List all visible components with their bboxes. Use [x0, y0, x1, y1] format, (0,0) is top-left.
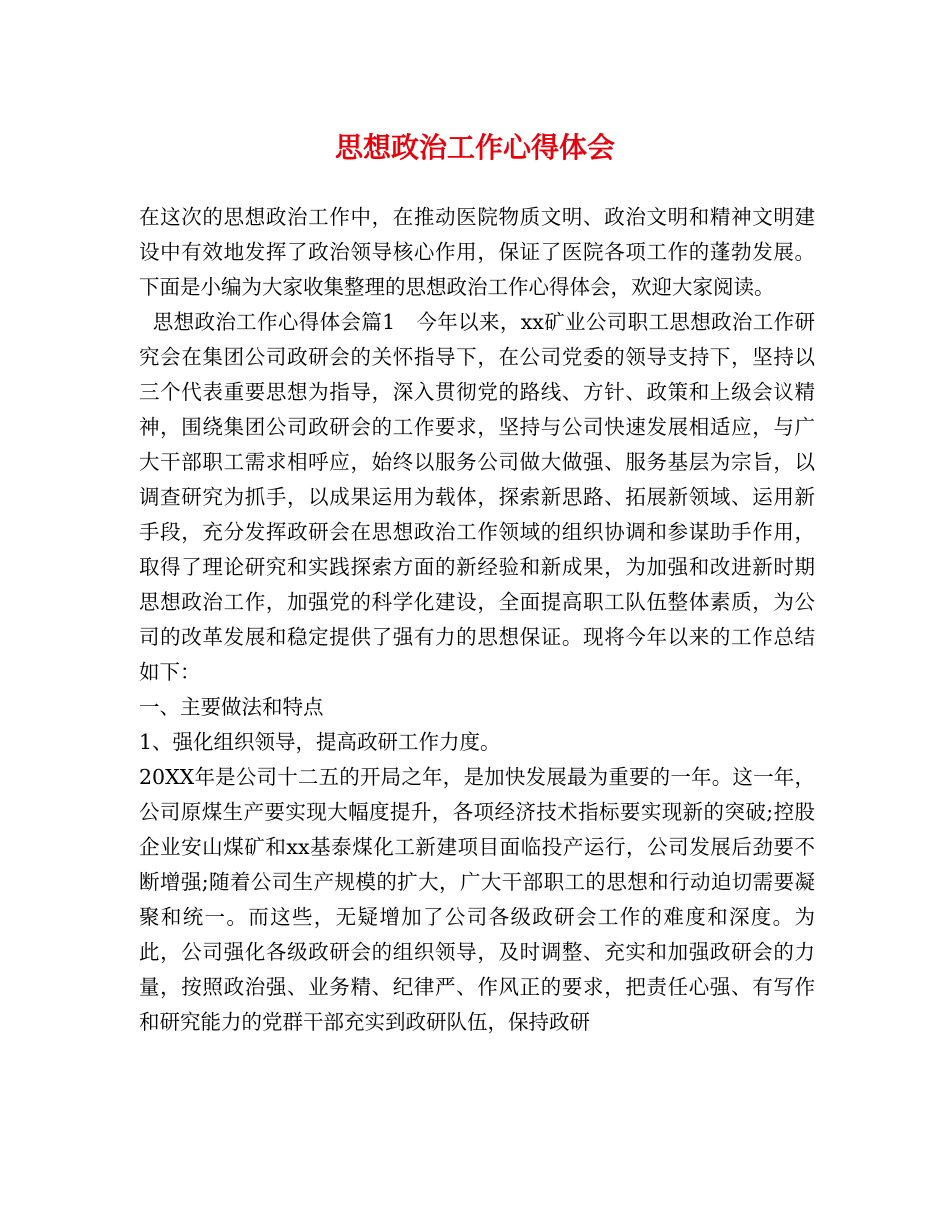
subsection-heading: 1、强化组织领导，提高政研工作力度。: [139, 730, 501, 754]
article-paragraph: 思想政治工作心得体会篇1 今年以来，xx矿业公司职工思想政治工作研究会在集团公司政研会的关怀指导下，在公司党委的领导支持下，坚持以三个代表重要思想为指导，深入贯彻党的路线、方针、政策和上级会议精神，围绕集团公司政研会的工作要求，坚持与公司快速发展相适应，与广大干部职工需求相呼应，始终以服务公司做大做强、服务基层为宗旨，以调查研究为抓手，以成果运用为载体，探索新思路、拓展新领域、运用新手段，充分发挥政研会在思想政治工作领域的组织协调和参谋助手作用，取得了理论研究和实践探索方面的新经验和新成果，为加强和改进新时期思想政治工作，加强党的科学化建设，全面提高职工队伍整体素质，为公司的改革发展和稳定提供了强有力的思想保证。现将今年以来的工作总结如下：: [139, 310, 815, 684]
body-paragraph: 20XX年是公司十二五的开局之年，是加快发展最为重要的一年。这一年，公司原煤生产要实现大幅度提升，各项经济技术指标要实现新的突破;控股企业安山煤矿和xx基泰煤化工新建项目面临投产运行，公司发展后劲要不断增强;随着公司生产规模的扩大，广大干部职工的思想和行动迫切需要凝聚和统一。而这些，无疑增加了公司各级政研会工作的难度和深度。为此，公司强化各级政研会的组织领导，及时调整、充实和加强政研会的力量，按照政治强、业务精、纪律严、作风正的要求，把责任心强、有写作和研究能力的党群干部充实到政研队伍，保持政研: [139, 765, 815, 1034]
document-title: 思想政治工作心得体会: [334, 131, 615, 164]
intro-paragraph: 在这次的思想政治工作中，在推动医院物质文明、政治文明和精神文明建设中有效地发挥了政治领导核心作用，保证了医院各项工作的蓬勃发展。下面是小编为大家收集整理的思想政治工作心得体会，欢迎大家阅读。: [139, 205, 815, 299]
document-body: [139, 200, 815, 1040]
section-heading: 一、主要做法和特点: [139, 695, 324, 719]
